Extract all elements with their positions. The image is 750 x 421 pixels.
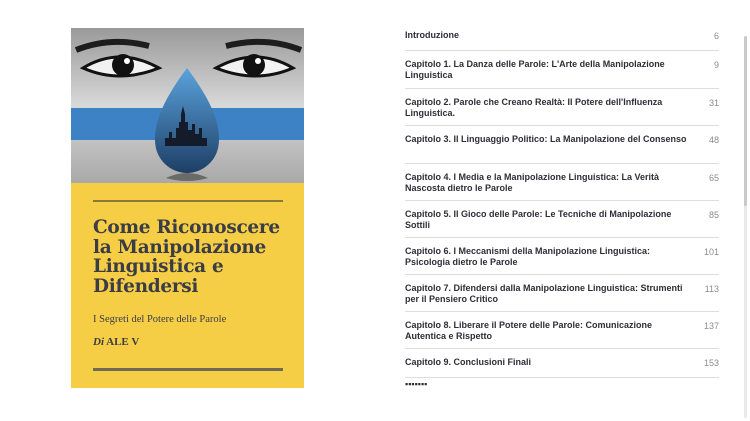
toc-item-page: 85	[708, 210, 719, 220]
book-author	[93, 336, 139, 348]
toc-item-capitolo-4[interactable]	[405, 164, 719, 201]
toc-item-capitolo-7[interactable]	[405, 275, 719, 312]
toc-item-page: 31	[708, 98, 719, 108]
toc-item-title: Capitolo 7. Difendersi dalla Manipolazione Linguistica: Strumenti per il Pensiero Critico	[405, 283, 683, 304]
toc-item-page: 153	[703, 358, 719, 368]
toc-item-title: Capitolo 8. Liberare il Potere delle Parole: Comunicazione Autentica e Rispetto	[405, 320, 653, 341]
cover-text-panel	[71, 183, 304, 388]
toc-item-capitolo-6[interactable]	[405, 238, 719, 275]
cover-divider-bottom	[93, 368, 283, 371]
toc-item-introduzione[interactable]	[405, 22, 719, 51]
table-of-contents	[405, 22, 719, 390]
author-prefix: Di	[93, 336, 104, 348]
book-title: Come Riconoscere la Manipolazione Linguistica e Difendersi	[93, 217, 280, 297]
toc-item-title: Capitolo 9. Conclusioni Finali	[405, 357, 532, 367]
toc-item-title: Capitolo 2. Parole che Creano Realtà: Il Potere dell'Influenza Linguistica.	[405, 97, 663, 118]
toc-item-title: Introduzione	[405, 30, 459, 40]
cover-illustration	[71, 28, 304, 183]
toc-item-capitolo-8[interactable]	[405, 312, 719, 349]
toc-item-capitolo-2[interactable]	[405, 89, 719, 126]
toc-item-page: 101	[703, 247, 719, 257]
toc-item-capitolo-5[interactable]	[405, 201, 719, 238]
scrollbar[interactable]	[744, 36, 747, 418]
toc-item-capitolo-9[interactable]	[405, 349, 719, 378]
toc-item-page: 48	[708, 135, 719, 145]
toc-item-title: Capitolo 6. I Meccanismi della Manipolazione Linguistica: Psicologia dietro le Parole	[405, 246, 651, 267]
toc-item-capitolo-3[interactable]	[405, 126, 719, 164]
author-name: ALE V	[106, 336, 140, 348]
cover-divider-top	[93, 200, 283, 202]
toc-item-title-clipped: ▪▪▪▪▪▪▪	[405, 379, 428, 389]
toc-item-page: 9	[713, 60, 719, 70]
toc-item-page: 113	[704, 284, 719, 294]
book-subtitle: I Segreti del Potere delle Parole	[93, 314, 227, 325]
toc-item-title: Capitolo 5. Il Gioco delle Parole: Le Tecniche di Manipolazione Sottili	[405, 209, 672, 230]
scrollbar-thumb[interactable]	[744, 36, 747, 206]
toc-item-title: Capitolo 3. Il Linguaggio Politico: La Manipolazione del Consenso	[405, 134, 687, 144]
book-cover	[71, 28, 304, 388]
toc-item-next-partial[interactable]	[405, 378, 719, 390]
toc-item-page: 6	[713, 31, 719, 41]
toc-item-page: 65	[708, 173, 719, 183]
toc-item-title: Capitolo 1. La Danza delle Parole: L'Arte della Manipolazione Linguistica	[405, 59, 665, 80]
toc-item-page: 137	[703, 321, 719, 331]
toc-item-title: Capitolo 4. I Media e la Manipolazione Linguistica: La Verità Nascosta dietro le Parole	[405, 172, 660, 193]
toc-item-capitolo-1[interactable]	[405, 51, 719, 89]
